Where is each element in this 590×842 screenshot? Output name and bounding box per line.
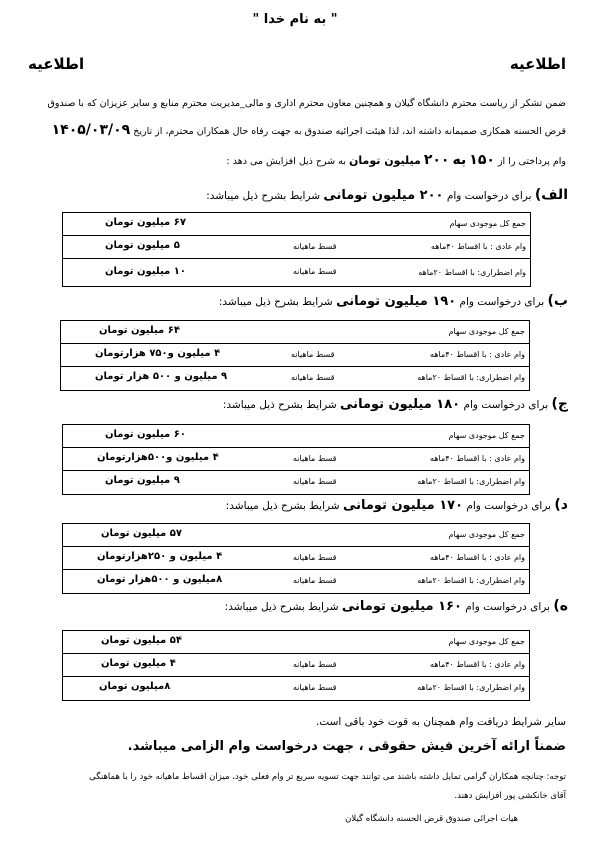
section-letter: ب) xyxy=(547,293,568,309)
row-installment-label: قسط ماهیانه xyxy=(293,242,337,251)
intro-line-3 xyxy=(21,152,566,168)
table-row xyxy=(61,321,529,344)
row-label: وام عادی : با اقساط ۴۰ماهه xyxy=(430,553,525,562)
loan-table-dal xyxy=(62,523,530,594)
signature-line: هیات اجرائی صندوق قرض الحسنه دانشگاه گیلان xyxy=(345,814,518,824)
row-installment-label: قسط ماهیانه xyxy=(293,660,337,669)
section-pre: برای درخواست وام xyxy=(463,399,549,411)
basmala-heading: " به نام خدا " xyxy=(252,12,338,27)
section-post: شرایط بشرح ذیل میباشد: xyxy=(222,399,337,411)
table-row xyxy=(63,259,530,286)
row-installment-label: قسط ماهیانه xyxy=(293,477,337,486)
row-value: ۶۷ میلیون تومان xyxy=(105,217,186,228)
row-label: وام اضطراری: با اقساط ۲۰ماهه xyxy=(418,268,526,277)
table-row xyxy=(63,425,529,448)
row-installment-label: قسط ماهیانه xyxy=(291,373,335,382)
intro-line-2-text: قرض الحسنه همکاری صمیمانه داشته اند، لذا هیئت اجرائیه صندوق به جهت رفاه حال همکاران محترم، از تاریخ xyxy=(133,126,566,137)
table-row xyxy=(63,236,530,259)
table-row xyxy=(61,367,529,390)
loan-table-be xyxy=(60,320,530,391)
section-amount: ۱۷۰ میلیون تومانی xyxy=(342,498,464,513)
footer-attention-line-2: آقای خانکشی پور افزایش دهند. xyxy=(454,791,566,801)
row-value: ۹ میلیون تومان xyxy=(105,475,180,486)
intro-line-3-b: به شرح ذیل افزایش می دهد : xyxy=(226,156,346,167)
row-installment-label: قسط ماهیانه xyxy=(293,267,337,276)
section-letter: ج) xyxy=(551,396,568,412)
row-label: جمع کل موجودی سهام xyxy=(448,530,525,539)
section-post: شرایط بشرح ذیل میباشد: xyxy=(206,190,321,202)
section-pre: برای درخواست وام xyxy=(446,190,532,202)
section-pre: برای درخواست وام xyxy=(466,500,552,512)
table-row xyxy=(63,448,529,471)
intro-line-3-a: وام پرداختی را از xyxy=(497,156,566,167)
row-value: ۵۷ میلیون تومان xyxy=(101,528,182,539)
intro-line-2 xyxy=(21,122,566,138)
row-label: وام عادی : با اقساط ۴۰ماهه xyxy=(430,454,525,463)
table-row xyxy=(61,344,529,367)
row-label: وام عادی : با اقساط ۴۰ماهه xyxy=(431,242,526,251)
table-row xyxy=(63,547,529,570)
row-value: ۴ میلیون تومان xyxy=(101,658,176,669)
row-label: وام اضطراری: با اقساط ۲۰ماهه xyxy=(417,683,525,692)
section-letter: د) xyxy=(554,497,568,513)
table-row xyxy=(63,654,529,677)
section-amount: ۲۰۰ میلیون تومانی xyxy=(323,188,444,203)
announcement-title-right: اطلاعیه xyxy=(509,55,566,73)
row-value: ۵۴ میلیون تومان xyxy=(101,635,182,646)
row-value: ۴ میلیون و۵۰۰هزارتومان xyxy=(97,452,219,463)
row-label: جمع کل موجودی سهام xyxy=(448,637,525,646)
row-installment-label: قسط ماهیانه xyxy=(293,576,337,585)
section-heading-he xyxy=(225,598,568,614)
row-value: ۱۰ میلیون تومان xyxy=(105,266,186,277)
amount-unit: میلیون تومان xyxy=(349,154,421,167)
footer-payslip-requirement: ضمناً ارائه آخرین فیش حقوقی ، جهت درخواست وام الزامی میباشد. xyxy=(127,739,566,754)
row-label: وام عادی : با اقساط ۴۰ماهه xyxy=(430,660,525,669)
row-value: ۴ میلیون و۷۵۰ هزارتومان xyxy=(95,348,221,359)
section-heading-alef xyxy=(206,187,568,203)
section-heading-jim xyxy=(223,396,568,412)
section-post: شرایط بشرح ذیل میباشد: xyxy=(225,500,340,512)
effective-date: ۱۴۰۵/۰۳/۰۹ xyxy=(51,122,131,138)
row-installment-label: قسط ماهیانه xyxy=(293,454,337,463)
section-post: شرایط بشرح ذیل میباشد: xyxy=(224,601,339,613)
row-label: جمع کل موجودی سهام xyxy=(449,219,526,228)
row-installment-label: قسط ماهیانه xyxy=(293,553,337,562)
row-label: جمع کل موجودی سهام xyxy=(448,327,525,336)
row-label: وام اضطراری: با اقساط ۲۰ماهه xyxy=(417,576,525,585)
footer-attention-note xyxy=(18,768,566,806)
section-letter: ه) xyxy=(553,598,568,614)
row-value: ۹ میلیون و ۵۰۰ هزار تومان xyxy=(95,371,228,382)
announcement-title-left: اطلاعیه xyxy=(28,55,85,73)
row-label: وام اضطراری: با اقساط ۲۰ماهه xyxy=(417,477,525,486)
table-row xyxy=(63,524,529,547)
loan-table-alef xyxy=(62,212,531,287)
loan-table-jim xyxy=(62,424,530,495)
loan-table-he xyxy=(62,630,530,701)
row-value: ۶۴ میلیون تومان xyxy=(99,325,180,336)
table-row xyxy=(63,213,530,236)
section-heading-be xyxy=(219,293,568,309)
section-pre: برای درخواست وام xyxy=(459,296,545,308)
section-amount: ۱۹۰ میلیون تومانی xyxy=(336,294,457,309)
section-pre: برای درخواست وام xyxy=(465,601,550,613)
table-row xyxy=(63,570,529,593)
amount-to: ۲۰۰ xyxy=(423,152,450,168)
table-row xyxy=(63,631,529,654)
table-row xyxy=(63,471,529,494)
row-value: ۴ میلیون و ۲۵۰هزارتومان xyxy=(97,551,223,562)
row-value: ۸میلیون و ۵۰۰هزار تومان xyxy=(97,574,223,585)
footer-attention-line-1: توجه: چنانچه همکاران گرامی تمایل داشته باشند می توانند جهت تسویه سریع تر وام فعلی خود، میزان اقساط ماهیانه خود را با هماهنگی xyxy=(89,772,566,782)
row-installment-label: قسط ماهیانه xyxy=(293,683,337,692)
section-amount: ۱۸۰ میلیون تومانی xyxy=(340,397,461,412)
row-value: ۵ میلیون تومان xyxy=(105,240,180,251)
table-row xyxy=(63,677,529,700)
amount-from: ۱۵۰ xyxy=(469,152,495,168)
row-label: جمع کل موجودی سهام xyxy=(448,431,525,440)
row-value: ۶۰ میلیون تومان xyxy=(105,429,186,440)
footer-conditions-note: سایر شرایط دریافت وام همچنان به قوت خود باقی است. xyxy=(315,716,566,728)
row-value: ۸میلیون تومان xyxy=(99,681,171,692)
section-letter: الف) xyxy=(534,187,568,203)
row-label: وام اضطراری: با اقساط ۲۰ماهه xyxy=(417,373,525,382)
row-installment-label: قسط ماهیانه xyxy=(291,350,335,359)
section-post: شرایط بشرح ذیل میباشد: xyxy=(218,296,333,308)
section-amount: ۱۶۰ میلیون تومانی xyxy=(341,599,462,614)
amount-to-word: به xyxy=(452,152,467,168)
intro-line-1: ضمن تشکر از ریاست محترم دانشگاه گیلان و همچنین معاون محترم اداری و مالی_مدیریت محترم منابع و سایر عزیزان که با صندوق xyxy=(47,98,566,109)
section-heading-dal xyxy=(226,497,568,513)
row-label: وام عادی : با اقساط ۴۰ماهه xyxy=(430,350,525,359)
